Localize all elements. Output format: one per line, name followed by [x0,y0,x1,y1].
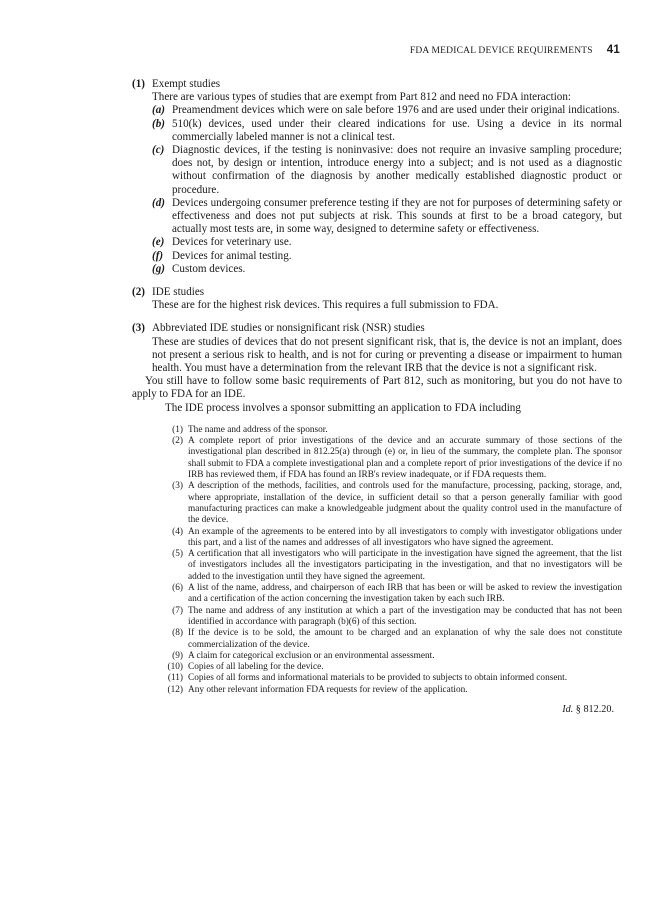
item-label: (e) [152,236,165,249]
requirement-item [152,685,622,696]
requirement-text: A list of the name, address, and chairperson of each IRB that has been or will be asked to review the investigation and a certification of the action concerning the investigation taken by each such IRB. [188,583,622,605]
section-number: (3) [132,322,145,335]
requirement-text: A certification that all investigators who will participate in the investigation have signed the agreement, that the list of investigators includes all the investigators participating in the investigation, and that no investigators will be added to the investigation until they have signed the agreement. [188,549,622,582]
header-title: FDA MEDICAL DEVICE REQUIREMENTS [409,46,593,56]
requirement-item [152,673,622,684]
list-item [152,144,622,197]
section-nsr-studies [132,322,622,716]
requirement-number: (7) [172,605,183,616]
section-exempt-studies [132,78,622,276]
list-item [152,263,622,276]
body-paragraph: The IDE process involves a sponsor submitting an application to FDA including [165,401,521,414]
list-item [152,118,622,144]
section-heading: IDE studies [152,286,205,299]
requirement-item [152,662,622,673]
item-label: (a) [152,104,165,117]
item-text: 510(k) devices, used under their cleared indications for use. Using a device in its normal commercially labeled manner is not a clinical test. [172,117,622,143]
requirement-number: (10) [167,662,183,673]
requirement-item [152,651,622,662]
item-text: Devices for veterinary use. [172,236,292,249]
item-label: (b) [152,117,165,130]
item-label: (d) [152,196,165,209]
section-ide-studies [132,286,622,312]
requirement-text: The name and address of the sponsor. [188,424,328,435]
list-item [152,250,622,263]
requirement-number: (2) [172,436,183,447]
item-label: (c) [152,144,165,157]
requirement-text: A claim for categorical exclusion or an environmental assessment. [188,650,435,661]
item-text: Devices for animal testing. [172,249,292,262]
running-header [410,44,620,56]
requirement-item [152,481,622,526]
requirement-text: A complete report of prior investigations of the device and an accurate summary of those sections of the investigational plan described in 812.25(a) through (e) or, in lieu of the summary, the complete plan. The sponsor shall submit to FDA a complete investigational plan and a complete report of prior investigations of the device if no IRB has reviewed them, if FDA has found an IRB's review inadequate, or if FDA requests them. [188,436,622,481]
section-intro: These are studies of devices that do not present significant risk, that is, the device is not an implant, does not present a serious risk to health, and is not for curing or preventing a disease or impairment to human health. You must have a determination from the relevant IRB that the device is not a significant risk. [152,335,622,375]
item-label: (g) [152,262,165,275]
requirement-item [152,549,622,583]
requirement-number: (6) [172,583,183,594]
list-item [152,104,622,117]
section-number: (1) [132,78,145,90]
ide-application-requirements [152,425,622,696]
body-paragraph: You still have to follow some basic requirements of Part 812, such as monitoring, but you do not have to apply to FDA for an IDE. [132,375,622,401]
section-heading: Abbreviated IDE studies or nonsignificant risk (NSR) studies [152,322,425,335]
requirement-item [152,606,622,629]
requirement-number: (11) [167,673,183,684]
item-text: Diagnostic devices, if the testing is noninvasive: does not require an invasive sampling procedure; does not, by design or intention, introduce energy into a subject; and is not used as a diagnostic without confirmation of the diagnosis by another medically established diagnostic product or procedure. [172,144,622,196]
requirement-item [152,583,622,606]
requirement-number: (8) [172,628,183,639]
requirement-number: (9) [172,650,183,661]
requirement-number: (12) [167,684,183,695]
requirement-item [152,436,622,481]
requirement-text: The name and address of any institution at which a part of the investigation may be conducted that has not been identified in accordance with paragraph (b)(6) of this section. [188,605,622,627]
section-intro: There are various types of studies that are exempt from Part 812 and need no FDA interaction: [152,91,571,104]
requirement-text: Any other relevant information FDA requests for review of the application. [188,684,468,695]
requirement-number: (1) [172,424,183,435]
requirement-text: A description of the methods, facilities, and controls used for the manufacture, processing, packing, storage, and, where appropriate, installation of the device, in sufficient detail so that a person generally familiar with good manufacturing practices can make a knowledgeable judgment about the quality control used in the manufacture of the device. [188,481,622,526]
requirement-text: Copies of all forms and informational materials to be provided to subjects to obtain informed consent. [188,673,568,684]
requirement-item [152,628,622,651]
requirement-text: Copies of all labeling for the device. [188,662,324,673]
exempt-study-list [152,104,622,276]
item-label: (f) [152,249,164,262]
citation-id: Id. [562,704,574,715]
page-number: 41 [606,44,620,56]
item-text: Devices undergoing consumer preference testing if they are not for purposes of determining safety or effectiveness and does not put subjects at risk. This sounds at first to be a broad category, but actually most tests are, in some way, designed to determine safety or effectiveness. [172,196,622,236]
requirement-item [152,527,622,550]
requirement-text: If the device is to be sold, the amount to be charged and an explanation of why the sale does not constitute commercialization of the device. [188,628,622,650]
page-body [132,78,622,726]
item-text: Preamendment devices which were on sale before 1976 and are used under their original indications. [172,104,620,117]
requirement-number: (4) [172,526,183,537]
citation [152,703,622,716]
section-intro: These are for the highest risk devices. This requires a full submission to FDA. [152,299,499,312]
requirement-number: (3) [172,481,183,492]
list-item [152,236,622,249]
requirement-item [152,425,622,436]
citation-ref: § 812.20. [575,704,614,715]
section-number: (2) [132,286,145,299]
requirement-text: An example of the agreements to be entered into by all investigators to comply with investigator obligations under this part, and a list of the names and addresses of all investigators who have signed the agreement. [188,526,622,548]
list-item [152,197,622,237]
requirement-number: (5) [172,549,183,560]
section-heading: Exempt studies [152,78,221,90]
item-text: Custom devices. [172,262,246,275]
